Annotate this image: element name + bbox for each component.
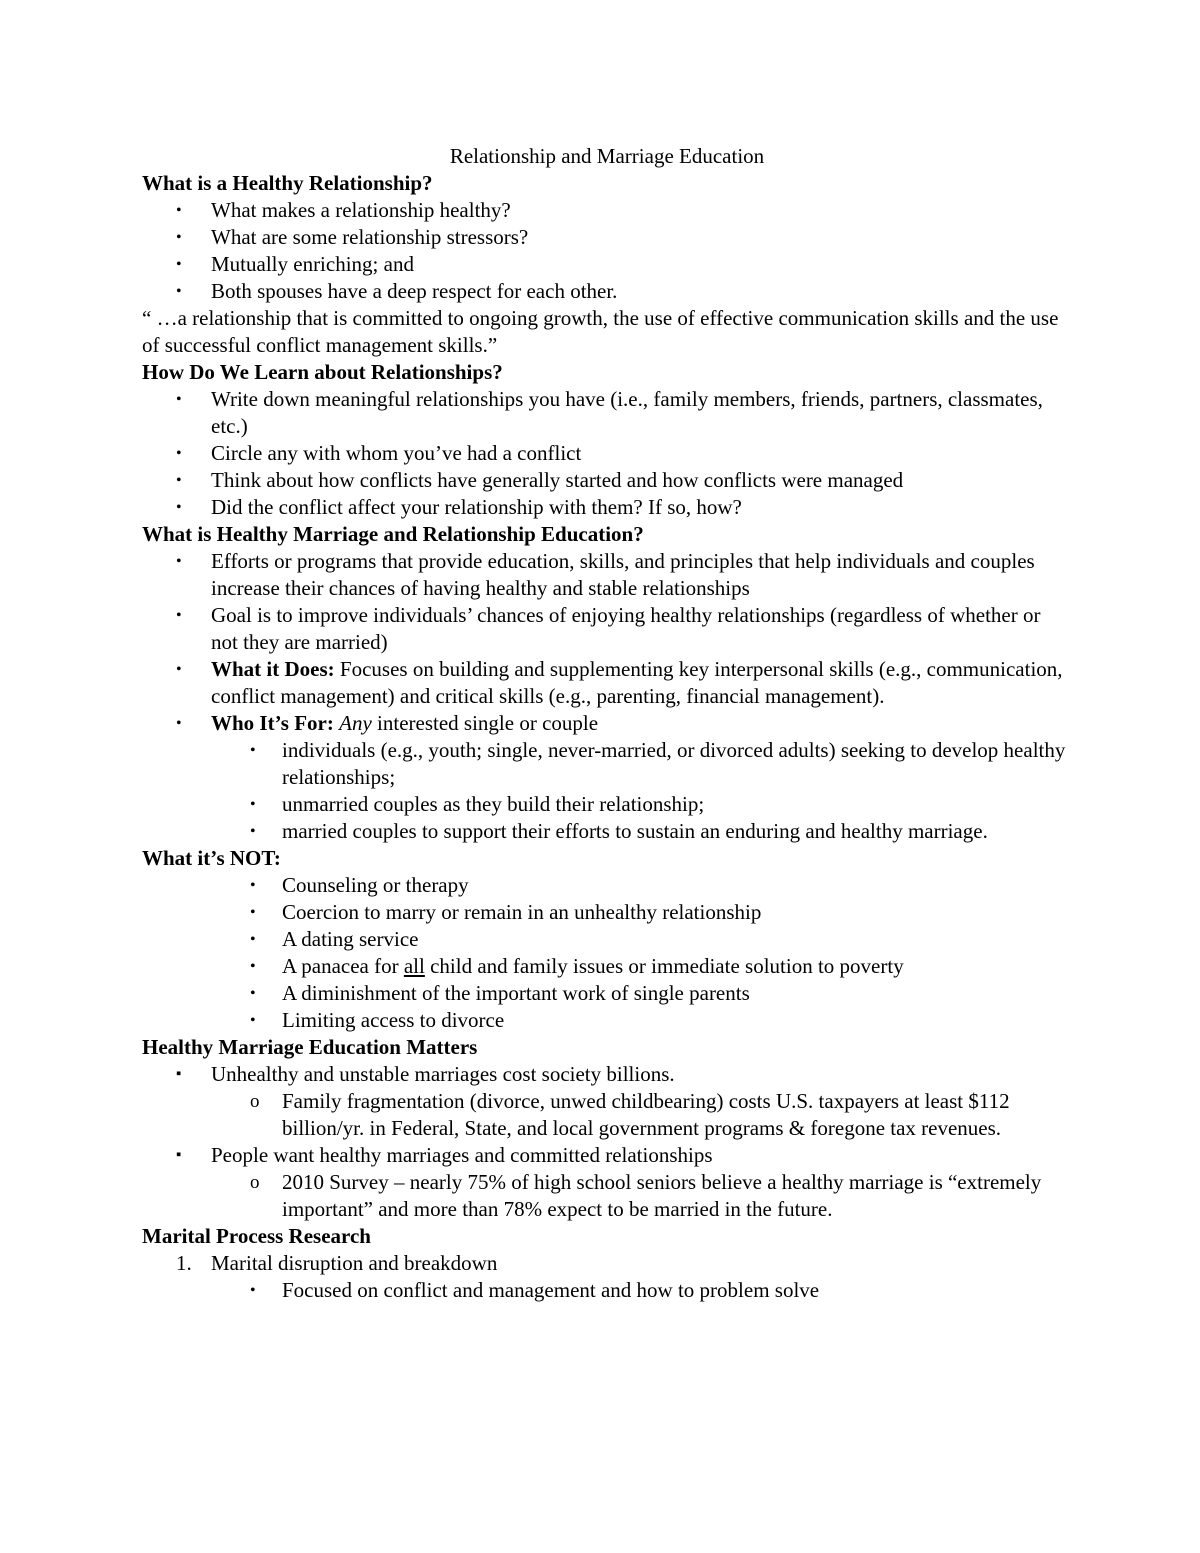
bullet-marker: •	[250, 958, 256, 975]
document-title: Relationship and Marriage Education	[449, 144, 765, 168]
bullet-marker: •	[176, 472, 182, 489]
list-learn-relationships	[142, 386, 1072, 521]
bullet-marker: •	[250, 877, 256, 894]
list-item: o 2010 Survey – nearly 75% of high school seniors believe a healthy marriage is “extremely important” and more than 78% expect to be married in the future.	[250, 1170, 1042, 1221]
definition-quote: “ …a relationship that is committed to ongoing growth, the use of effective communication skills and the use of successful conflict management skills.”	[142, 306, 1059, 357]
heading-what-its-not: What it’s NOT:	[142, 846, 281, 870]
all-underlined: all	[403, 954, 425, 978]
list-item: • Circle any with whom you’ve had a conflict	[176, 441, 582, 465]
list-item: • unmarried couples as they build their relationship;	[250, 792, 705, 816]
heading-marital-process-research: Marital Process Research	[142, 1224, 371, 1248]
bullet-marker: •	[250, 1012, 256, 1029]
bullet-marker: •	[176, 283, 182, 300]
bullet-marker: •	[176, 607, 182, 624]
bullet-marker: •	[250, 1282, 256, 1299]
list-what-its-not	[142, 872, 1072, 1034]
list-item: • individuals (e.g., youth; single, never-married, or divorced adults) seeking to develop healthy relationships;	[250, 738, 1066, 789]
heading-learn-relationships: How Do We Learn about Relationships?	[142, 360, 503, 384]
bullet-marker: •	[176, 256, 182, 273]
bullet-marker: •	[250, 742, 256, 759]
bullet-marker: •	[176, 445, 182, 462]
list-item: • What makes a relationship healthy?	[176, 198, 511, 222]
list-item: • A diminishment of the important work of single parents	[250, 981, 750, 1005]
list-item-who-its-for	[142, 710, 1072, 737]
what-it-does-text: Focuses on building and supplementing key interpersonal skills (e.g., communication, conflict management) and critical skills (e.g., parenting, financial management).	[211, 657, 1063, 708]
list-item: • Both spouses have a deep respect for each other.	[176, 279, 618, 303]
who-its-for-text: interested single or couple	[371, 711, 599, 735]
list-item: • Mutually enriching; and	[176, 252, 414, 276]
list-item: • What are some relationship stressors?	[176, 225, 529, 249]
heading-marriage-education: What is Healthy Marriage and Relationship Education?	[142, 522, 644, 546]
list-item: • Efforts or programs that provide education, skills, and principles that help individuals and couples increase their chances of having healthy and stable relationships	[176, 549, 1035, 600]
list-item: ▪ People want healthy marriages and committed relationships	[176, 1143, 713, 1167]
number-marker: 1.	[176, 1251, 192, 1275]
circle-bullet-marker: o	[250, 1091, 260, 1112]
list-item: 1. Marital disruption and breakdown	[176, 1251, 498, 1275]
who-its-for-label: Who It’s For:	[211, 711, 334, 735]
list-item: • Coercion to marry or remain in an unhealthy relationship	[250, 900, 762, 924]
bullet-marker: •	[250, 796, 256, 813]
square-bullet-marker: ▪	[176, 1066, 182, 1082]
heading-healthy-relationship: What is a Healthy Relationship?	[142, 171, 433, 195]
bullet-marker: •	[176, 553, 182, 570]
list-marital-process	[142, 1250, 1072, 1304]
list-item: • Think about how conflicts have generally started and how conflicts were managed	[176, 468, 904, 492]
what-it-does-label: What it Does:	[211, 657, 335, 681]
list-education-matters	[142, 1061, 1072, 1223]
list-item: • Goal is to improve individuals’ chances of enjoying healthy relationships (regardless of whether or not they are married)	[176, 603, 1041, 654]
list-item: • Write down meaningful relationships you have (i.e., family members, friends, partners, classmates, etc.)	[176, 387, 1043, 438]
list-item: • married couples to support their efforts to sustain an enduring and healthy marriage.	[250, 819, 988, 843]
sublist-who-its-for	[142, 737, 1072, 845]
list-item: • Limiting access to divorce	[250, 1008, 505, 1032]
document-body	[142, 143, 1072, 1304]
bullet-marker: •	[176, 202, 182, 219]
bullet-marker: •	[250, 823, 256, 840]
heading-education-matters: Healthy Marriage Education Matters	[142, 1035, 478, 1059]
bullet-marker: •	[176, 661, 182, 678]
list-item: • Did the conflict affect your relationship with them? If so, how?	[176, 495, 742, 519]
list-item: o Family fragmentation (divorce, unwed childbearing) costs U.S. taxpayers at least $112 billion/yr. in Federal, State, and local government programs & foregone tax revenues.	[250, 1089, 1010, 1140]
list-healthy-relationship	[142, 197, 1072, 305]
list-item-panacea: • A panacea for all child and family issues or immediate solution to poverty	[250, 954, 904, 978]
bullet-marker: •	[250, 931, 256, 948]
square-bullet-marker: ▪	[176, 1147, 182, 1163]
bullet-marker: •	[176, 715, 182, 732]
list-item: ▪ Unhealthy and unstable marriages cost society billions.	[176, 1062, 675, 1086]
circle-bullet-marker: o	[250, 1172, 260, 1193]
bullet-marker: •	[250, 985, 256, 1002]
list-item: • Focused on conflict and management and how to problem solve	[250, 1278, 820, 1302]
list-marriage-education	[142, 548, 1072, 737]
bullet-marker: •	[176, 391, 182, 408]
list-item-what-it-does	[142, 656, 1072, 710]
bullet-marker: •	[176, 499, 182, 516]
bullet-marker: •	[250, 904, 256, 921]
list-item: • Counseling or therapy	[250, 873, 469, 897]
any-emphasis: Any	[339, 711, 372, 735]
bullet-marker: •	[176, 229, 182, 246]
list-item: • A dating service	[250, 927, 419, 951]
